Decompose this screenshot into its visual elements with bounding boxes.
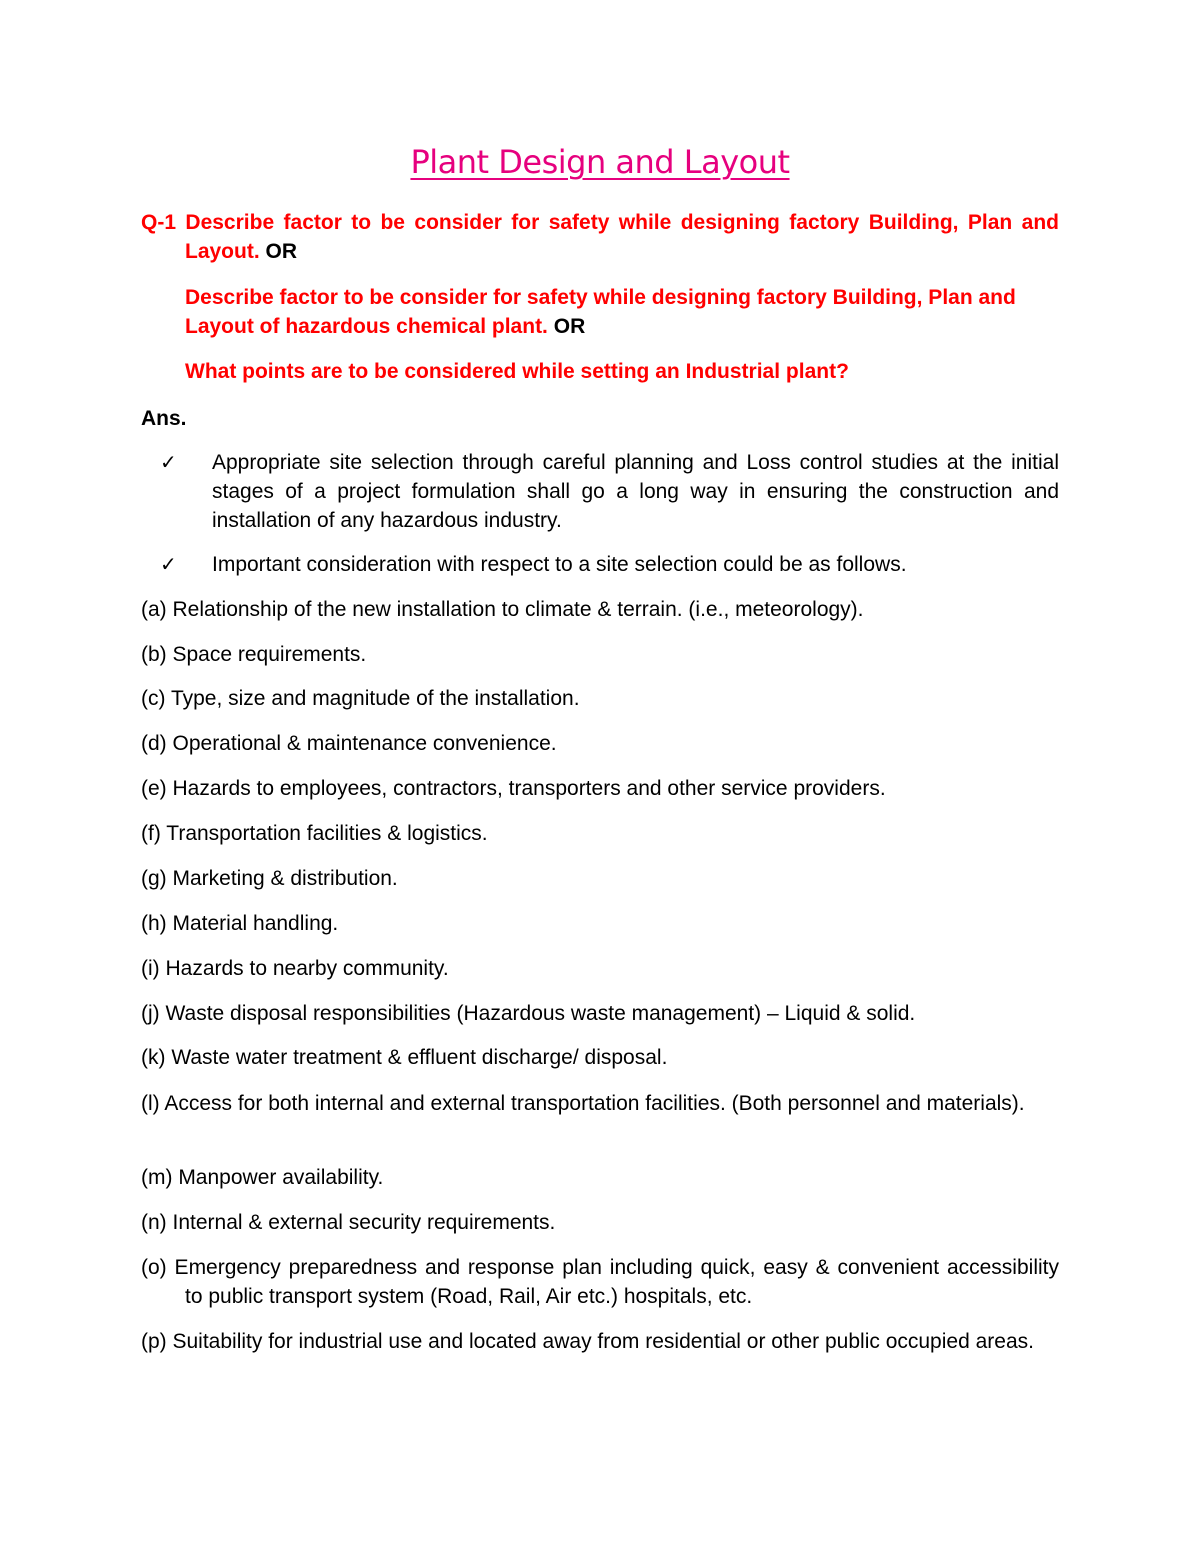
list-item-l: (l) Access for both internal and external transportation facilities. (Both personnel and materials). bbox=[141, 1092, 1025, 1115]
question-3: What points are to be considered while setting an Industrial plant? bbox=[185, 360, 849, 383]
bullet-item bbox=[160, 550, 1059, 579]
bullet-text: Important consideration with respect to a site selection could be as follows. bbox=[212, 553, 907, 576]
list-item-d: (d) Operational & maintenance convenience. bbox=[141, 732, 557, 755]
question-or-2: OR bbox=[553, 315, 586, 338]
list-item-e: (e) Hazards to employees, contractors, transporters and other service providers. bbox=[141, 777, 886, 800]
bullet-item bbox=[160, 448, 1059, 535]
list-item-k: (k) Waste water treatment & effluent discharge/ disposal. bbox=[141, 1046, 668, 1069]
question-1 bbox=[141, 208, 1059, 266]
answer-label: Ans. bbox=[141, 407, 187, 430]
question-line-1: Q-1 Describe factor to be consider for safety while designing factory Building, Plan and Layout. bbox=[141, 211, 1059, 263]
list-item-c: (c) Type, size and magnitude of the installation. bbox=[141, 687, 580, 710]
list-item-g: (g) Marketing & distribution. bbox=[141, 867, 398, 890]
bullet-text: Appropriate site selection through careful planning and Loss control studies at the initial stages of a project formulation shall go a long way in ensuring the construction and installation of any hazardous industry. bbox=[212, 451, 1059, 532]
list-item-n: (n) Internal & external security requirements. bbox=[141, 1211, 556, 1234]
list-item-a: (a) Relationship of the new installation to climate & terrain. (i.e., meteorology). bbox=[141, 598, 864, 621]
page-title: Plant Design and Layout bbox=[410, 143, 790, 181]
list-item-m: (m) Manpower availability. bbox=[141, 1166, 384, 1189]
checkmark-icon: ✓ bbox=[160, 552, 177, 576]
question-2 bbox=[185, 283, 1059, 341]
list-item-j: (j) Waste disposal responsibilities (Hazardous waste management) – Liquid & solid. bbox=[141, 1002, 916, 1025]
question-line-2: Describe factor to be consider for safety while designing factory Building, Plan and Layout of hazardous chemical plant. bbox=[185, 286, 1016, 338]
list-item-f: (f) Transportation facilities & logistics. bbox=[141, 822, 488, 845]
list-item-h: (h) Material handling. bbox=[141, 912, 339, 935]
question-or-1: OR bbox=[265, 240, 298, 263]
list-item-p: (p) Suitability for industrial use and located away from residential or other public occupied areas. bbox=[141, 1330, 1034, 1353]
list-item-i: (i) Hazards to nearby community. bbox=[141, 957, 449, 980]
list-item-o: (o) Emergency preparedness and response plan including quick, easy & convenient accessibility to public transport system (Road, Rail, Air etc.) hospitals, etc. bbox=[141, 1256, 1059, 1308]
list-item-b: (b) Space requirements. bbox=[141, 643, 367, 666]
checkmark-icon: ✓ bbox=[160, 450, 177, 474]
